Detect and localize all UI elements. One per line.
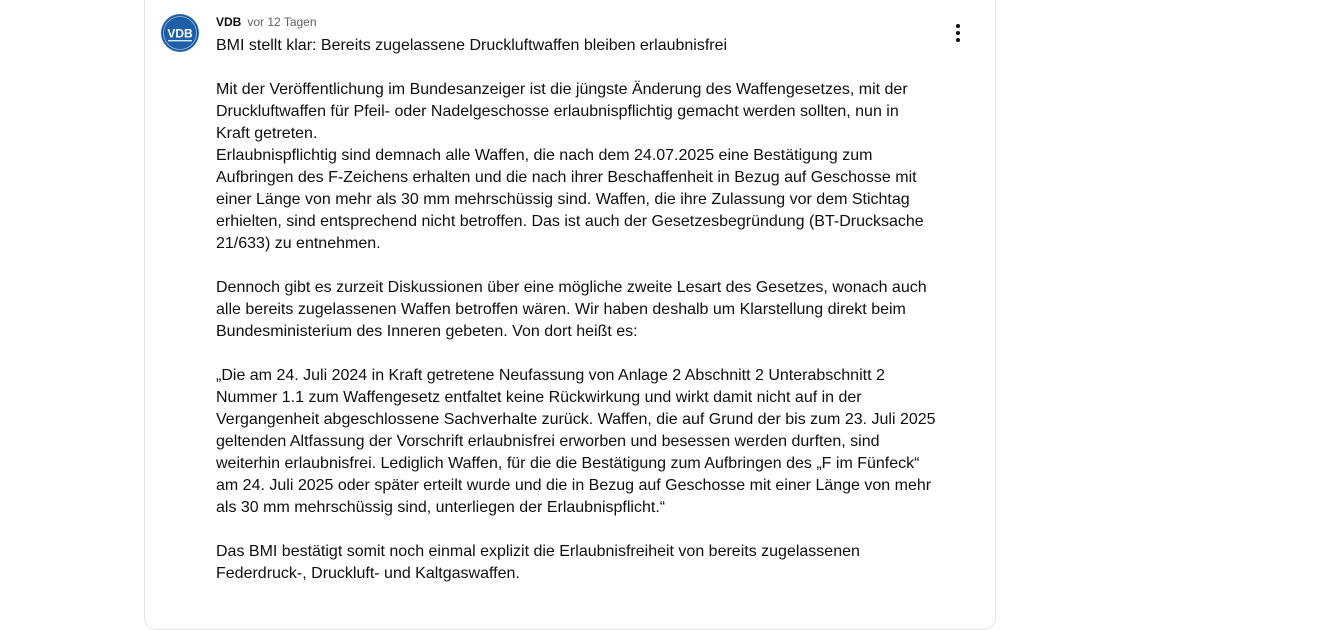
- post-text-line: als 30 mm mehrschüssig sind, unterliegen der Erlaubnispflicht.“: [216, 499, 666, 516]
- post-text-line: geltenden Altfassung der Vorschrift erlaubnisfrei erworben und besessen werden durften, sind: [216, 433, 880, 450]
- paragraph-gap: [216, 255, 946, 277]
- post-text-line: weiterhin erlaubnisfrei. Lediglich Waffen, für die die Bestätigung zum Aufbringen des „F im Fünfeck“: [216, 455, 920, 472]
- avatar[interactable]: [160, 13, 200, 53]
- paragraph-gap: [216, 519, 946, 541]
- post-text: [216, 35, 946, 585]
- author-name[interactable]: VDB: [216, 15, 242, 29]
- post-text-line: Bundesministerium des Inneren gebeten. Von dort heißt es:: [216, 323, 638, 340]
- post-headline: BMI stellt klar: Bereits zugelassene Druckluftwaffen bleiben erlaubnisfrei: [216, 37, 728, 54]
- post-text-line: Federdruck-, Druckluft- und Kaltgaswaffen.: [216, 565, 520, 582]
- post-text-line: Nummer 1.1 zum Waffengesetz entfaltet keine Rückwirkung und wirkt damit nicht auf in der: [216, 389, 862, 406]
- post-text-line: erhielten, sind entsprechend nicht betroffen. Das ist auch der Gesetzesbegründung (BT-Drucksache: [216, 213, 924, 230]
- post-text-line: Mit der Veröffentlichung im Bundesanzeiger ist die jüngste Änderung des Waffengesetzes, mit der: [216, 81, 908, 98]
- vdb-logo-icon: [160, 13, 200, 53]
- post-text-line: Aufbringen des F-Zeichens erhalten und die nach ihrer Beschaffenheit in Bezug auf Geschosse mit: [216, 169, 917, 186]
- post-text-line: „Die am 24. Juli 2024 in Kraft getretene Neufassung von Anlage 2 Abschnitt 2 Unterabschnitt 2: [216, 367, 885, 384]
- post-meta: [216, 14, 317, 30]
- post-text-line: Erlaubnispflichtig sind demnach alle Waffen, die nach dem 24.07.2025 eine Bestätigung zum: [216, 147, 873, 164]
- post-text-line: Das BMI bestätigt somit noch einmal explizit die Erlaubnisfreiheit von bereits zugelassenen: [216, 543, 860, 560]
- post-text-line: Vergangenheit abgeschlossene Sachverhalte zurück. Waffen, die auf Grund der bis zum 23. Juli 2025: [216, 411, 936, 428]
- avatar-logo-text: VDB: [167, 26, 193, 41]
- more-vert-icon: [946, 21, 970, 45]
- post-text-line: Kraft getreten.: [216, 125, 318, 142]
- post-time[interactable]: vor 12 Tagen: [247, 15, 317, 29]
- post-text-line: 21/633) zu entnehmen.: [216, 235, 381, 252]
- post-text-line: einer Länge von mehr als 30 mm mehrschüssig sind. Waffen, die ihre Zulassung vor dem Stichtag: [216, 191, 910, 208]
- post-text-line: Druckluftwaffen für Pfeil- oder Nadelgeschosse erlaubnispflichtig gemacht werden sollten, nun in: [216, 103, 899, 120]
- post-text-line: alle bereits zugelassenen Waffen betroffen wären. Wir haben deshalb um Klarstellung direkt beim: [216, 301, 906, 318]
- post-text-line: Dennoch gibt es zurzeit Diskussionen über eine mögliche zweite Lesart des Gesetzes, wonach auch: [216, 279, 927, 296]
- paragraph-gap: [216, 343, 946, 365]
- more-actions-button[interactable]: [942, 17, 974, 49]
- post-text-line: am 24. Juli 2025 oder später erteilt wurde und die in Bezug auf Geschosse mit einer Länge von mehr: [216, 477, 932, 494]
- paragraph-gap: [216, 57, 946, 79]
